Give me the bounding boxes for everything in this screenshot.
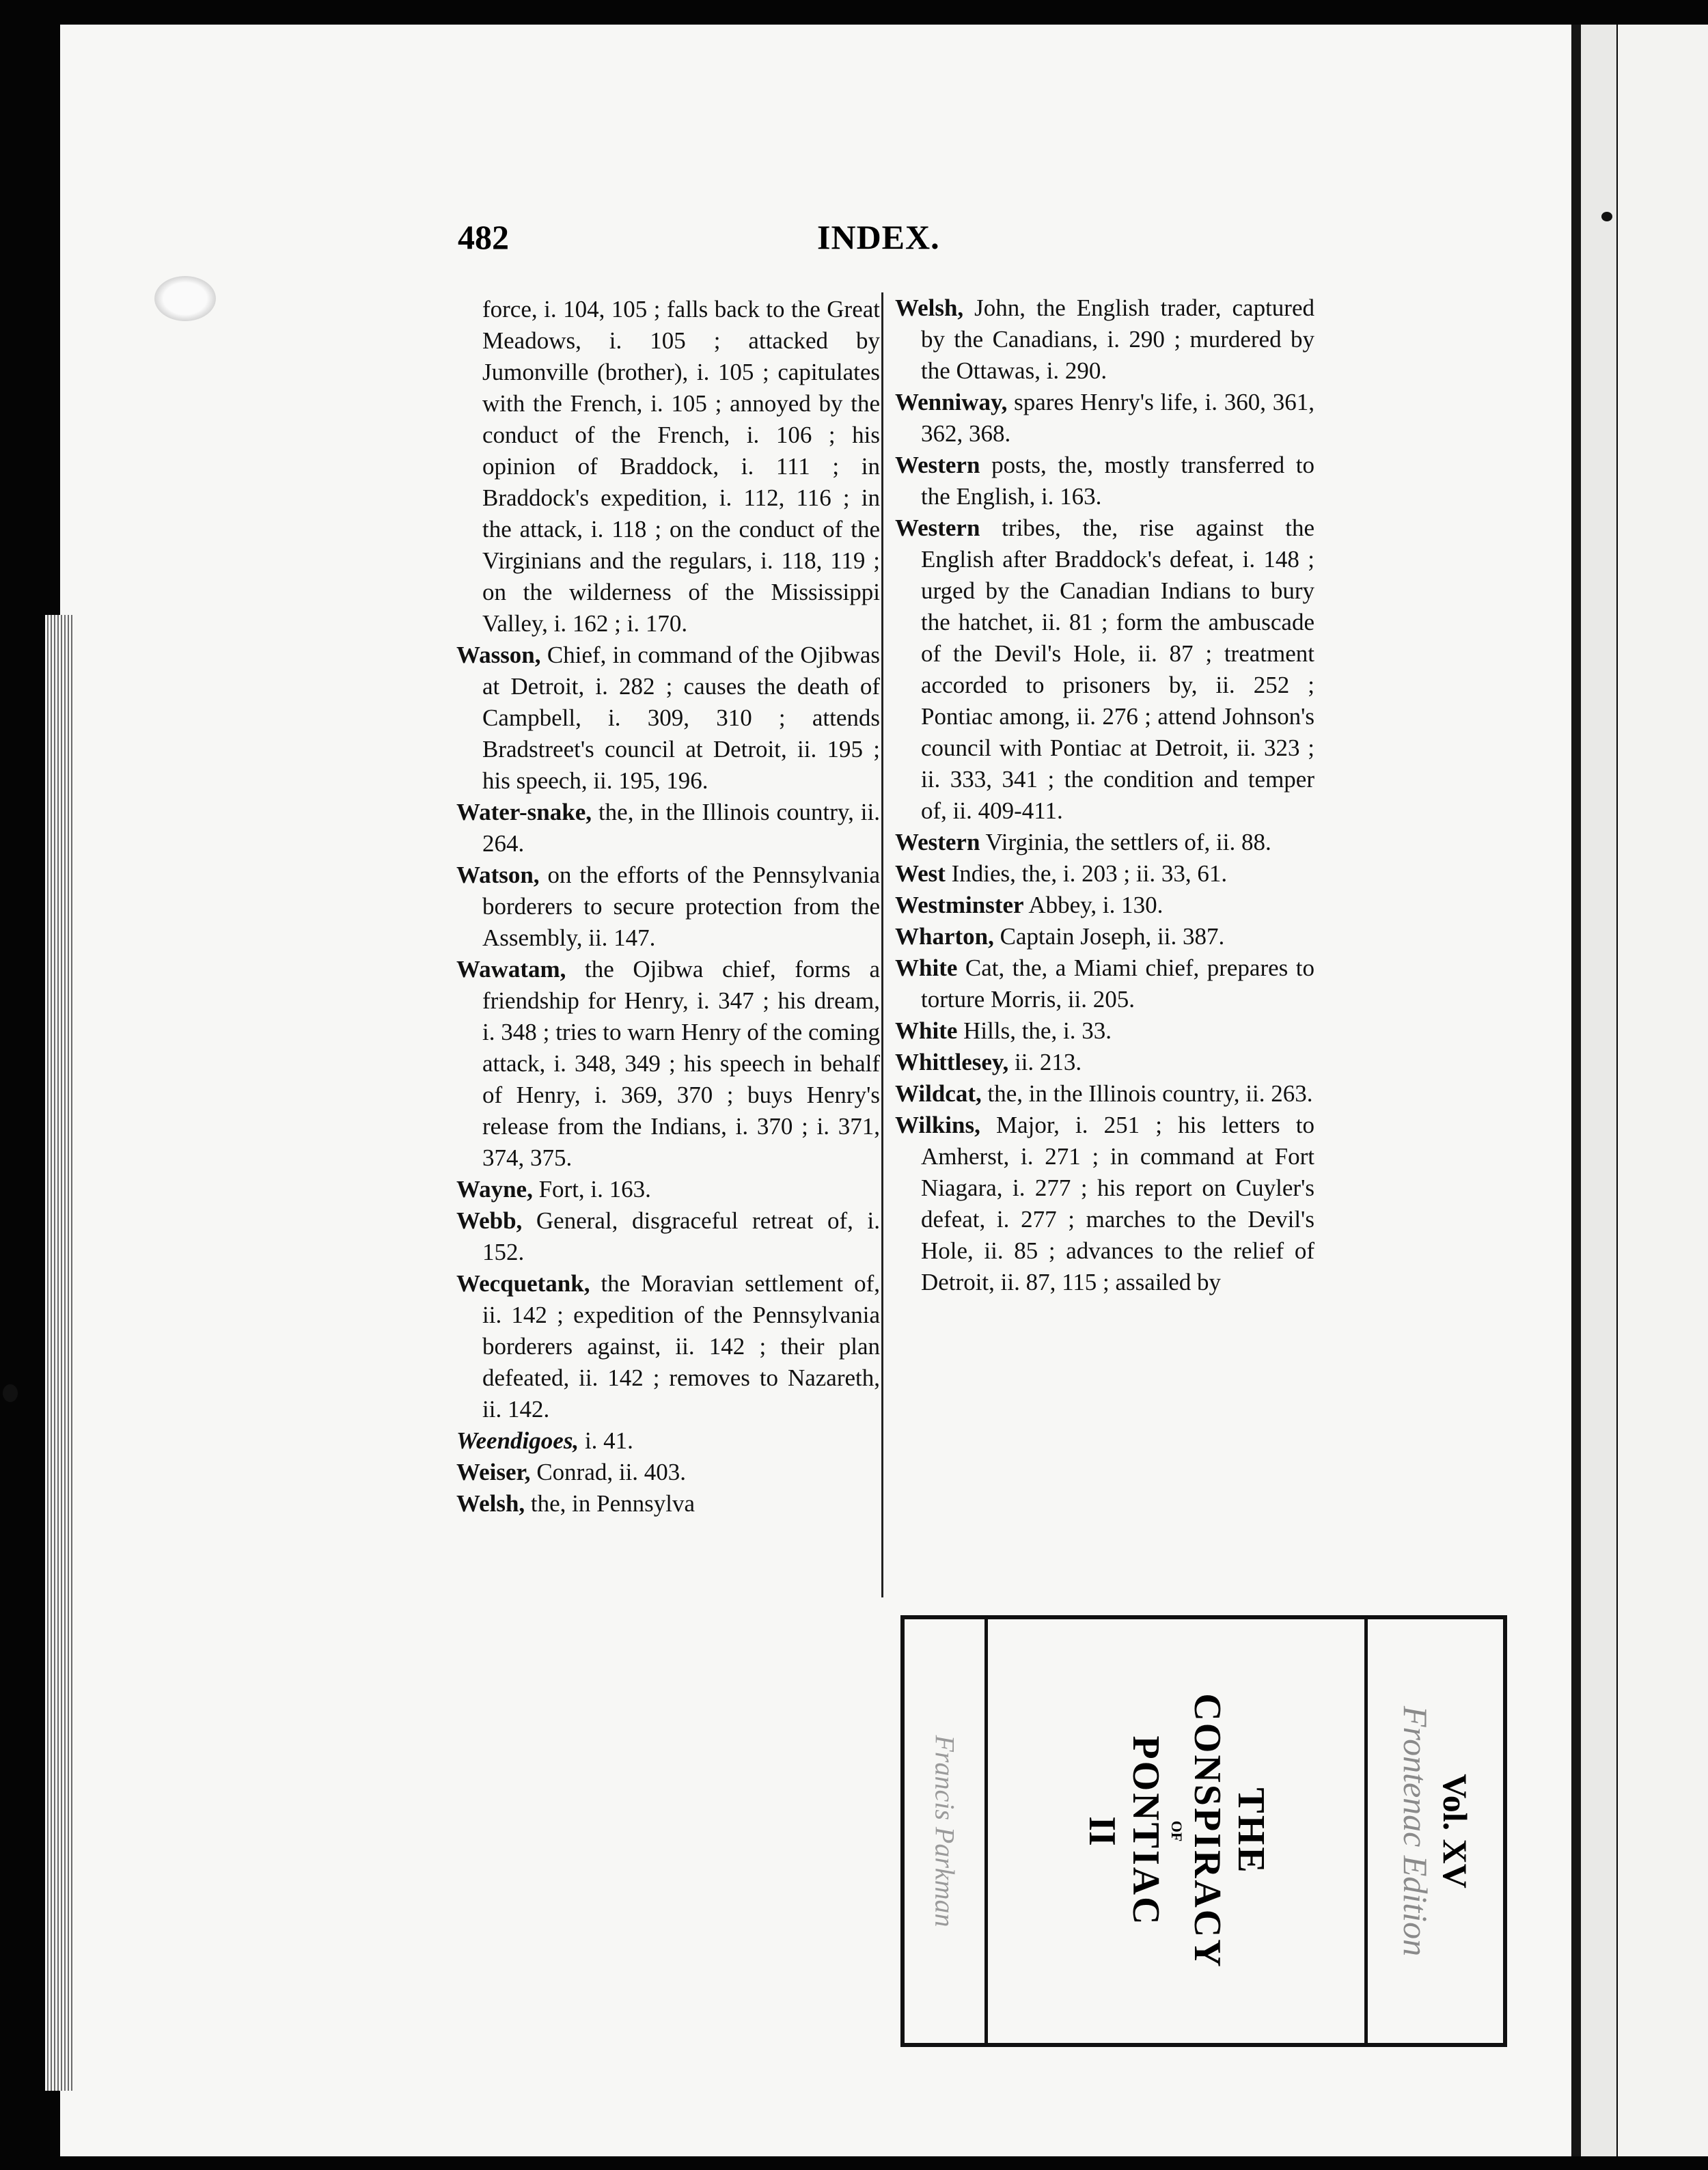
index-entry: [456, 954, 880, 1174]
index-entry-text: tribes, the, rise against the English after Braddock's defeat, i. 148 ; urged by the Canadian Indians to bury the hatchet, ii. 81 ; form the ambuscade of the Devil's Hole, ii. 87 ; treatment accorded to prisoners by, ii. 252 ; Pontiac among, ii. 276 ; attend Johnson's council with Pontiac at Detroit, ii. 323 ; ii. 333, 341 ; the condition and temper of, ii. 409-411.: [921, 514, 1314, 824]
label-title-line: OF: [1168, 1820, 1185, 1842]
label-edition-block: [1396, 1706, 1475, 1956]
index-entry: [895, 1047, 1314, 1078]
index-entry-name: Weendigoes,: [456, 1427, 579, 1454]
index-entry: [456, 1488, 880, 1520]
index-entry-name: Western: [895, 829, 980, 855]
index-entry: [895, 292, 1314, 387]
index-entry-name: Weiser,: [456, 1459, 531, 1485]
index-entry: [456, 1457, 880, 1488]
index-entry: [895, 387, 1314, 450]
index-entry-text: Fort, i. 163.: [532, 1176, 651, 1203]
index-entry-name: Welsh,: [456, 1490, 525, 1517]
scan-mark: [3, 1384, 18, 1402]
index-entry-text: John, the English trader, captured by the Canadians, i. 290 ; murdered by the Ottawas, i. 290.: [921, 294, 1314, 384]
index-entry: [895, 512, 1314, 827]
index-entry-name: White: [895, 1017, 958, 1044]
index-entry-name: Wecquetank,: [456, 1270, 590, 1297]
label-author: Francis Parkman: [929, 1735, 960, 1927]
scan-mark: [1601, 212, 1612, 221]
label-edition: Frontenac Edition: [1396, 1705, 1435, 1957]
facing-page: [1618, 25, 1708, 2156]
label-volume: Vol. XV: [1436, 1774, 1474, 1889]
index-entry-name: Wasson,: [456, 642, 541, 668]
index-entry-name: Western: [895, 514, 980, 541]
index-entry-name: White: [895, 954, 958, 981]
index-entry-name: West: [895, 860, 946, 887]
index-entry: [456, 640, 880, 797]
label-title-line: CONSPIRACY: [1185, 1693, 1228, 1969]
index-entry-text: ii. 213.: [1008, 1049, 1082, 1075]
index-entry-name: Wenniway,: [895, 389, 1008, 415]
index-entry-text: i. 41.: [579, 1427, 633, 1454]
index-entry-name: Wayne,: [456, 1176, 533, 1203]
index-entry: [456, 1268, 880, 1425]
page-header: [458, 217, 940, 265]
index-entry-text: General, disgraceful retreat of, i. 152.: [482, 1207, 880, 1265]
index-entry-name: Water-snake,: [456, 799, 592, 825]
index-entry-name: Western: [895, 452, 980, 478]
index-entry-text: Virginia, the settlers of, ii. 88.: [980, 829, 1271, 855]
page-edge: [45, 615, 72, 2091]
paper-blot: [154, 276, 216, 321]
index-entry: [895, 450, 1314, 512]
index-entry: [456, 860, 880, 954]
binding-strip: [1571, 25, 1616, 2156]
index-entry-name: Wildcat,: [895, 1080, 982, 1107]
index-entry: [456, 797, 880, 860]
index-entry-text: Indies, the, i. 203 ; ii. 33, 61.: [945, 860, 1228, 887]
label-title-line: THE: [1229, 1787, 1272, 1875]
index-entry-text: Major, i. 251 ; his letters to Amherst, i. 271 ; in command at Fort Niagara, i. 277 ; his report on Cuyler's defeat, i. 277 ; marches to the Devil's Hole, ii. 85 ; advances to the relief of Detroit, ii. 87, 115 ; assailed by: [921, 1112, 1314, 1295]
label-edition-panel: [1368, 1619, 1503, 2043]
index-entry-text: Hills, the, i. 33.: [957, 1017, 1112, 1044]
index-entry-name: Whittlesey,: [895, 1049, 1009, 1075]
running-head: INDEX.: [817, 218, 940, 256]
label-title-line: PONTIAC: [1124, 1735, 1167, 1927]
label-volume-part: II: [1080, 1816, 1123, 1846]
index-column-right: [895, 292, 1314, 1298]
index-entry-text: Captain Joseph, ii. 387.: [993, 923, 1225, 950]
index-entry: [895, 952, 1314, 1015]
index-entry-text: Abbey, i. 130.: [1023, 892, 1163, 918]
index-entry-name: Watson,: [456, 862, 540, 888]
index-entry-name: Welsh,: [895, 294, 964, 321]
index-entry: [895, 827, 1314, 858]
page-number: 482: [458, 218, 509, 256]
index-entry-text: posts, the, mostly transferred to the English, i. 163.: [921, 452, 1314, 510]
index-entry-name: Wharton,: [895, 923, 994, 950]
index-entry: [895, 1015, 1314, 1047]
index-entry: [456, 1205, 880, 1268]
index-entry-text: Chief, in command of the Ojibwas at Detroit, i. 282 ; causes the death of Campbell, i. 309, 310 ; attends Bradstreet's council at Detroit, ii. 195 ; his speech, ii. 195, 196.: [482, 642, 880, 794]
index-entry: [895, 921, 1314, 952]
index-entry: [456, 294, 880, 640]
index-entry: [895, 890, 1314, 921]
index-entry-name: Westminster: [895, 892, 1024, 918]
column-divider: [881, 292, 883, 1597]
index-entry: [456, 1174, 880, 1205]
index-entry-text: Cat, the, a Miami chief, prepares to torture Morris, ii. 205.: [921, 954, 1314, 1013]
index-entry-text: the Moravian settlement of, ii. 142 ; expedition of the Pennsylvania borderers against, ii. 142 ; their plan defeated, ii. 142 ; removes to Nazareth, ii. 142.: [482, 1270, 880, 1423]
index-entry-text: the Ojibwa chief, forms a friendship for Henry, i. 347 ; his dream, i. 348 ; tries to warn Henry of the coming attack, i. 348, 349 ; his speech in behalf of Henry, i. 369, 370 ; buys Henry's release from the Indians, i. 370 ; i. 371, 374, 375.: [482, 956, 880, 1171]
index-entry-text: the, in the Illinois country, ii. 264.: [482, 799, 880, 857]
index-entry-text: spares Henry's life, i. 360, 361, 362, 368.: [921, 389, 1314, 447]
index-entry: [895, 1110, 1314, 1298]
label-title-block: [1080, 1693, 1273, 1968]
index-entry-text: on the efforts of the Pennsylvania borderers to secure protection from the Assembly, ii. 147.: [482, 862, 880, 951]
index-entry: [895, 1078, 1314, 1110]
index-entry-text: the, in the Illinois country, ii. 263.: [981, 1080, 1313, 1107]
index-entry: [895, 858, 1314, 890]
index-entry-name: Wawatam,: [456, 956, 566, 983]
label-title-panel: [988, 1619, 1368, 2043]
index-entry-text: force, i. 104, 105 ; falls back to the Great Meadows, i. 105 ; attacked by Jumonville (brother), i. 105 ; capitulates with the French, i. 105 ; annoyed by the conduct of the French, i. 106 ; his opinion of Braddock, i. 111 ; in Braddock's expedition, i. 112, 116 ; in the attack, i. 118 ; on the conduct of the Virginians and the regulars, i. 118, 119 ; on the wilderness of the Mississippi Valley, i. 162 ; i. 170.: [482, 296, 880, 637]
index-entry-text: the, in Pennsylva: [525, 1490, 695, 1517]
index-entry-name: Webb,: [456, 1207, 523, 1234]
index-entry-text: Conrad, ii. 403.: [530, 1459, 687, 1485]
spine-label: [900, 1615, 1507, 2047]
index-entry-name: Wilkins,: [895, 1112, 980, 1138]
index-column-left: [456, 294, 880, 1520]
index-entry: [456, 1425, 880, 1457]
label-author-panel: [905, 1619, 988, 2043]
